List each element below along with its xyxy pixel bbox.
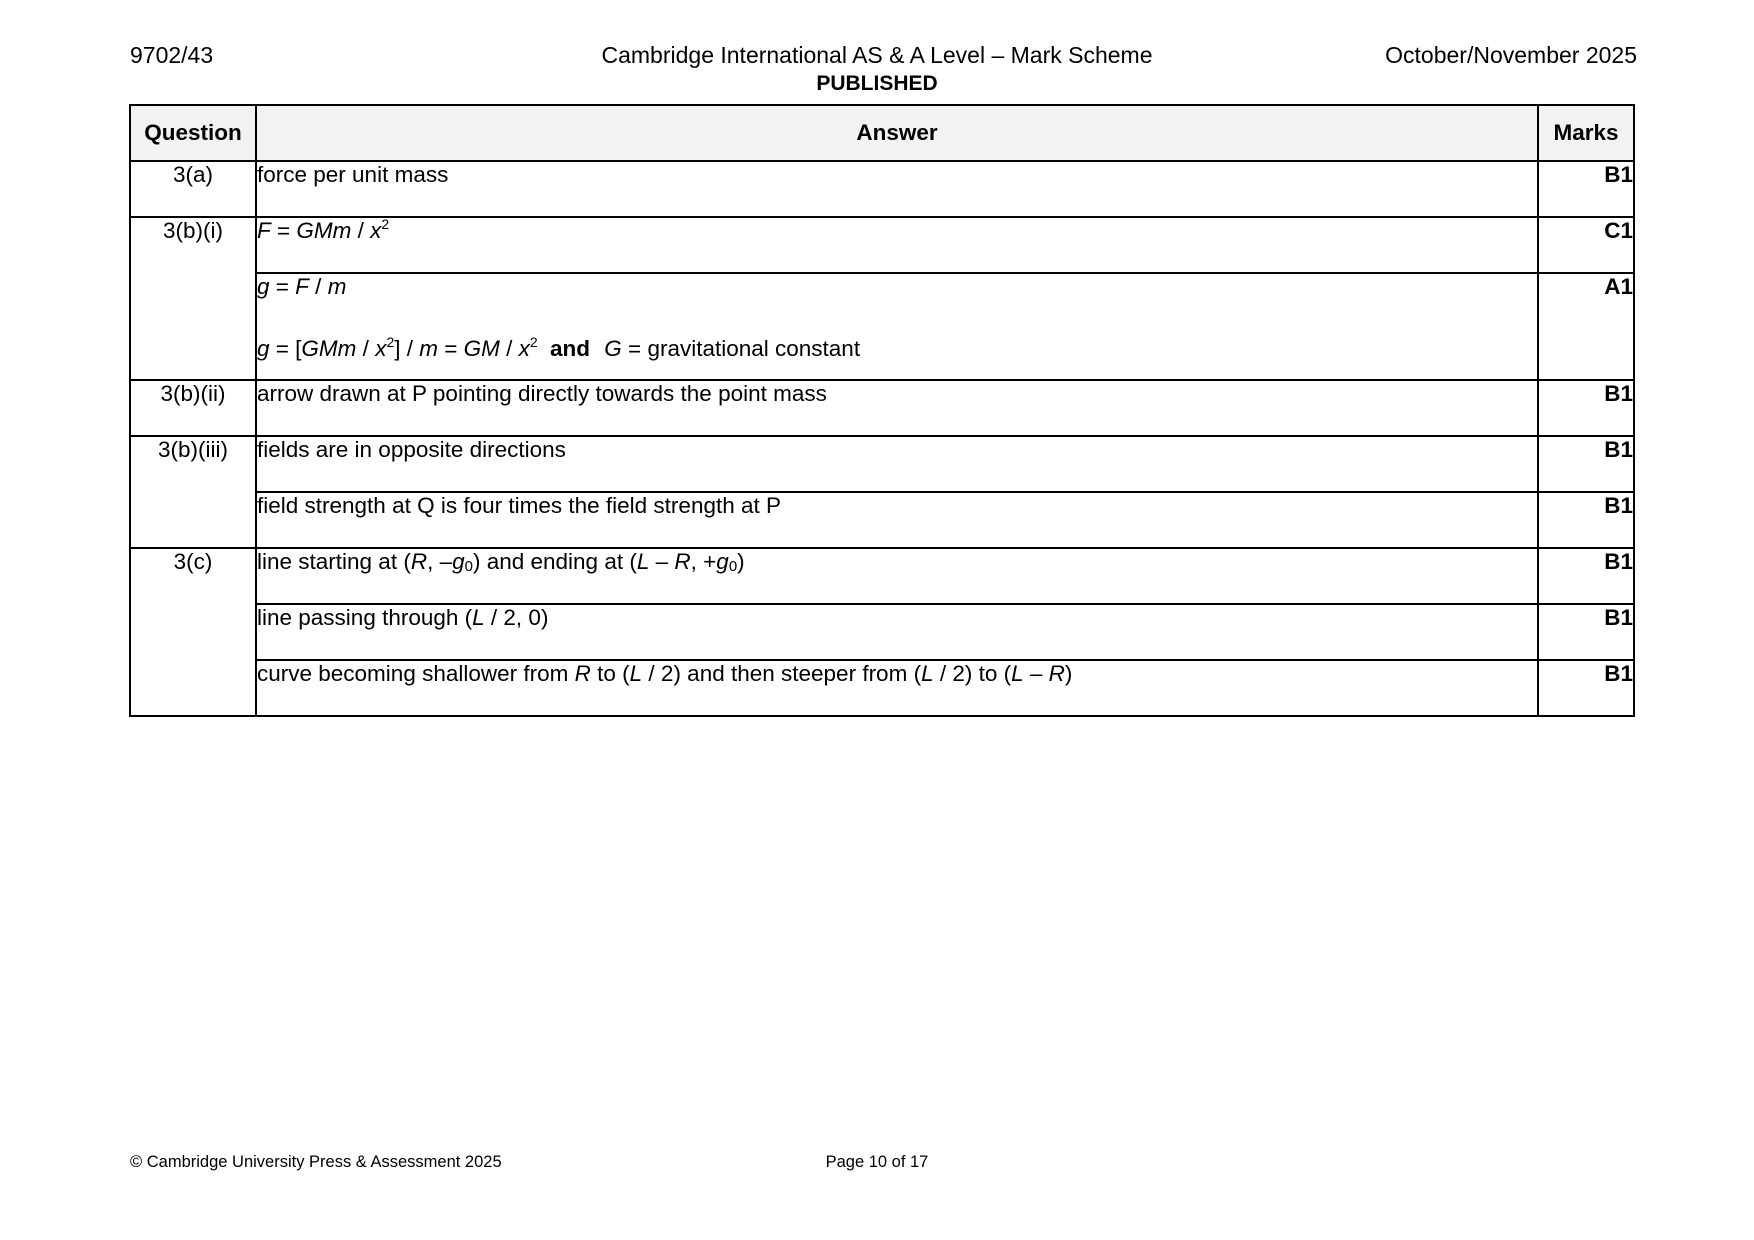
mark-code: B1: [1538, 548, 1634, 604]
table-row: [130, 217, 1634, 273]
answer-column-header: Answer: [256, 105, 1538, 161]
table-row: [130, 380, 1634, 436]
mark-code: B1: [1538, 660, 1634, 716]
answer-text: field strength at Q is four times the field strength at P: [256, 492, 1538, 548]
question-column-header: Question: [130, 105, 256, 161]
table-row: [130, 492, 1634, 548]
table-row: [130, 273, 1634, 380]
table-row: [130, 660, 1634, 716]
answer-text: fields are in opposite directions: [256, 436, 1538, 492]
mark-code: C1: [1538, 217, 1634, 273]
marks-column-header: Marks: [1538, 105, 1634, 161]
question-number: 3(b)(i): [130, 217, 256, 380]
answer-text: line starting at (R, $-g_0$) and ending at (L – R, $+g_0$): [256, 548, 1538, 604]
mark-code: B1: [1538, 604, 1634, 660]
answer-formula: g = F / m $g = [GMm / x^2] / m$ = GM / $x^2$ and G = gravitational constant: [256, 273, 1538, 380]
question-number: 3(b)(ii): [130, 380, 256, 436]
page-number: Page 10 of 17: [825, 1153, 929, 1171]
answer-text: arrow drawn at P pointing directly towards the point mass: [256, 380, 1538, 436]
question-number: 3(a): [130, 161, 256, 217]
table-header-row: [130, 105, 1634, 161]
mark-code: A1: [1538, 273, 1634, 380]
answer-text: force per unit mass: [256, 161, 1538, 217]
exam-session: October/November 2025: [1385, 42, 1637, 68]
mark-code: B1: [1538, 380, 1634, 436]
mark-scheme-table: [129, 104, 1635, 717]
paper-code: 9702/43: [130, 42, 214, 68]
answer-text: line passing through (L / 2, 0): [256, 604, 1538, 660]
document-title: Cambridge International AS & A Level – Mark Scheme: [601, 42, 1153, 68]
copyright-notice: © Cambridge University Press & Assessment 2025: [130, 1153, 502, 1171]
table-row: [130, 548, 1634, 604]
answer-text: curve becoming shallower from R to (L / 2) and then steeper from (L / 2) to (L – R): [256, 660, 1538, 716]
and-connector: and: [549, 336, 590, 361]
table-row: [130, 161, 1634, 217]
mark-code: B1: [1538, 161, 1634, 217]
table-row: [130, 436, 1634, 492]
document-status: PUBLISHED: [816, 72, 938, 95]
mark-code: B1: [1538, 436, 1634, 492]
question-number: 3(c): [130, 548, 256, 716]
answer-formula: F = GMm / $x^2$: [256, 217, 1538, 273]
constant-description: gravitational constant: [647, 336, 861, 361]
question-number: 3(b)(iii): [130, 436, 256, 548]
mark-code: B1: [1538, 492, 1634, 548]
table-row: [130, 604, 1634, 660]
